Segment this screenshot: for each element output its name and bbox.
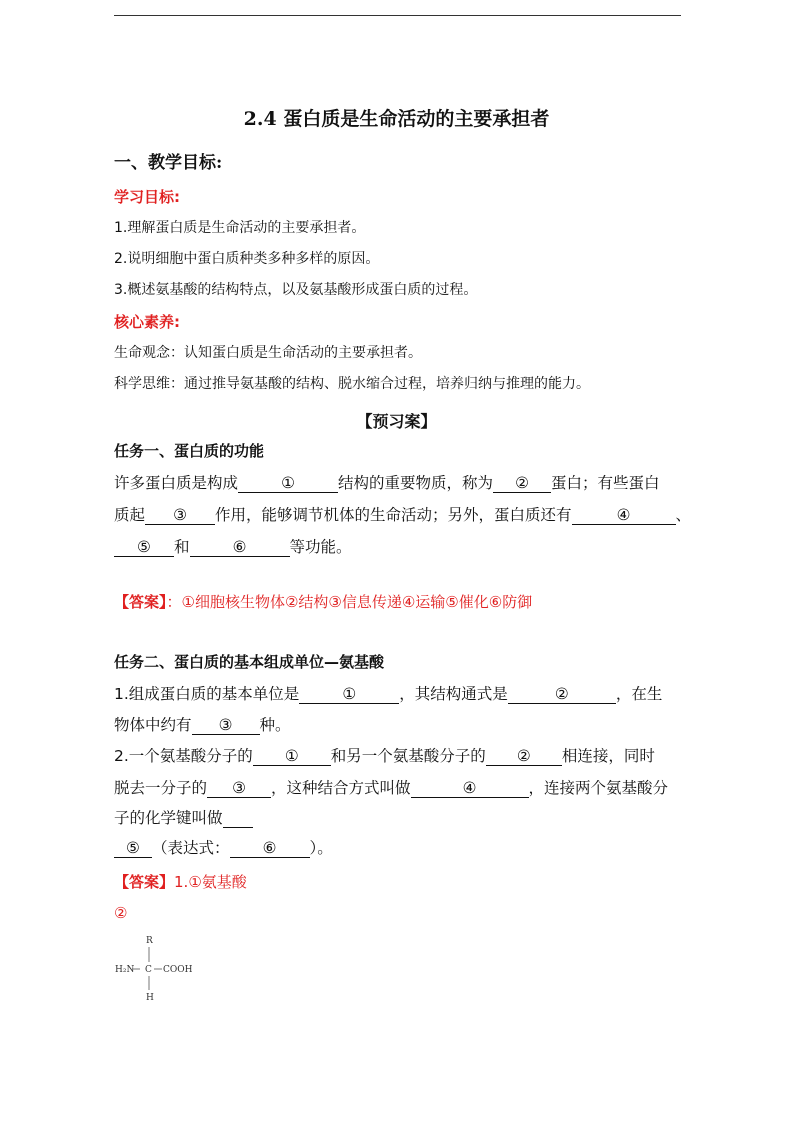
fill-blank[interactable]: ③ bbox=[192, 716, 260, 735]
fill-blank[interactable]: ④ bbox=[572, 506, 676, 525]
fill-blank[interactable]: ⑤ bbox=[114, 839, 152, 858]
header-rule bbox=[114, 15, 681, 16]
task2-line: 脱去一分子的 ③ ，这种结合方式叫做 ④ ，连接两个氨基酸分 bbox=[114, 779, 669, 797]
preview-title: 【预习案】 bbox=[356, 412, 437, 431]
fill-blank[interactable]: ① bbox=[238, 474, 338, 493]
task2-answer: 【答案】1.①氨基酸 bbox=[114, 873, 247, 891]
core-literacy-heading: 核心素养: bbox=[114, 313, 180, 331]
page-title: 2.4 蛋白质是生命活动的主要承担者 bbox=[243, 108, 550, 130]
task1-line: ⑤ 和 ⑥ 等功能。 bbox=[114, 535, 352, 557]
task2-line: 2.一个氨基酸分子的 ① 和另一个氨基酸分子的 ② 相连接，同时 bbox=[114, 747, 655, 765]
learning-goal-item: 1.理解蛋白质是生命活动的主要承担者。 bbox=[114, 220, 366, 236]
task2-line: 1.组成蛋白质的基本单位是 ① ，其结构通式是 ② ，在生 bbox=[114, 685, 663, 703]
fill-blank[interactable]: ② bbox=[508, 685, 616, 704]
core-literacy-item: 科学思维：通过推导氨基酸的结构、脱水缩合过程，培养归纳与推理的能力。 bbox=[114, 376, 590, 392]
task1-line: 许多蛋白质是构成 ① 结构的重要物质，称为 ② 蛋白；有些蛋白 bbox=[114, 474, 660, 492]
fill-blank[interactable]: ⑥ bbox=[230, 839, 310, 858]
fill-blank[interactable]: ③ bbox=[207, 779, 271, 798]
fill-blank[interactable] bbox=[223, 809, 253, 828]
amino-acid-structural-formula bbox=[115, 934, 195, 1004]
learning-goal-item: 3.概述氨基酸的结构特点，以及氨基酸形成蛋白质的过程。 bbox=[114, 282, 478, 298]
fill-blank[interactable]: ⑥ bbox=[190, 538, 290, 557]
formula-r: R bbox=[146, 936, 153, 946]
fill-blank[interactable]: ② bbox=[493, 474, 551, 493]
fill-blank[interactable]: ② bbox=[486, 747, 562, 766]
fill-blank[interactable]: ① bbox=[253, 747, 331, 766]
formula-carbon: C bbox=[145, 965, 152, 975]
fill-blank[interactable]: ⑤ bbox=[114, 538, 174, 557]
formula-amino: H₂N bbox=[115, 965, 135, 975]
task1-heading: 任务一、蛋白质的功能 bbox=[114, 442, 265, 460]
core-literacy-item: 生命观念：认知蛋白质是生命活动的主要承担者。 bbox=[114, 345, 422, 361]
formula-h: H bbox=[146, 993, 154, 1003]
learning-goal-item: 2.说明细胞中蛋白质种类多种多样的原因。 bbox=[114, 251, 380, 267]
task2-line: 物体中约有 ③ 种。 bbox=[114, 716, 291, 734]
fill-blank[interactable]: ① bbox=[299, 685, 399, 704]
task2-line: ⑤ （表达式： ⑥ ）。 bbox=[114, 836, 333, 858]
fill-blank[interactable]: ④ bbox=[411, 779, 529, 798]
section-heading: 一、教学目标: bbox=[114, 153, 223, 173]
learning-goals-heading: 学习目标: bbox=[114, 188, 180, 206]
task1-line: 质起 ③ 作用，能够调节机体的生命活动；另外，蛋白质还有 ④ 、 bbox=[114, 506, 692, 524]
fill-blank[interactable]: ③ bbox=[145, 506, 215, 525]
task2-heading: 任务二、蛋白质的基本组成单位—氨基酸 bbox=[114, 653, 385, 671]
task2-answer-2: ② bbox=[114, 904, 128, 922]
formula-carboxyl: COOH bbox=[163, 965, 193, 975]
task2-line: 子的化学键叫做 bbox=[114, 806, 253, 828]
task1-answer: 【答案】：①细胞核生物体②结构③信息传递④运输⑤催化⑥防御 bbox=[114, 593, 533, 611]
